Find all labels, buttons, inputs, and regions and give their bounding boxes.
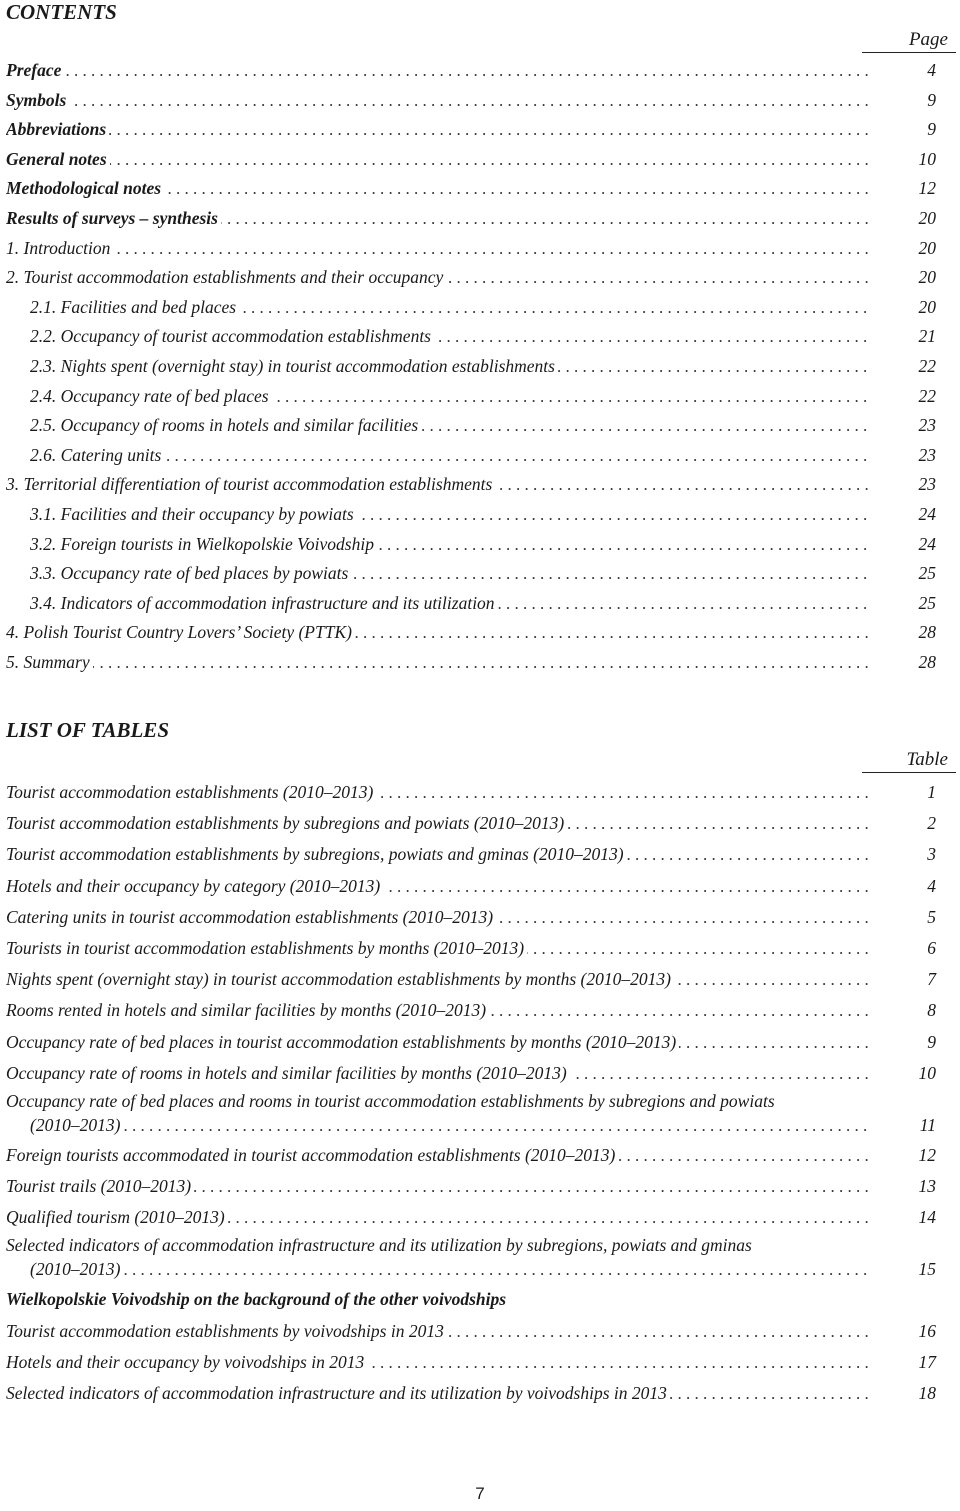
table-entry [0, 1202, 960, 1233]
tables-subheading [0, 1284, 960, 1315]
entry-leader [6, 648, 870, 678]
entry-title: Symbols [6, 90, 69, 110]
table-entry [0, 871, 960, 902]
entry-title: 2. Tourist accommodation establishments and their occupancy [6, 267, 446, 287]
entry-title: Rooms rented in hotels and similar facilities by months (2010–2013) [6, 1000, 489, 1020]
table-entry [0, 902, 960, 933]
entry-table-number: 1 [927, 782, 936, 802]
contents-entry [0, 115, 960, 145]
entry-page-number: 23 [918, 474, 936, 495]
entry-leader [6, 618, 870, 648]
entry-title: Results of surveys – synthesis [6, 208, 221, 228]
entry-leader [6, 839, 870, 870]
contents-entry [0, 145, 960, 175]
entry-title: 3. Territorial differentiation of tourist accommodation establishments [6, 474, 495, 494]
entry-page-number: 28 [918, 622, 936, 643]
entry-title: 5. Summary [6, 652, 93, 672]
entry-title: Occupancy rate of bed places in tourist accommodation establishments by months (2010–2013) [6, 1032, 679, 1052]
entry-leader [6, 808, 870, 839]
entry-leader [30, 1255, 870, 1284]
entry-leader [6, 234, 870, 264]
entry-title: Tourist accommodation establishments (2010–2013) [6, 782, 376, 802]
entry-leader [6, 1378, 870, 1409]
table-column-header: Table [862, 749, 956, 773]
entry-title: 3.2. Foreign tourists in Wielkopolskie Voivodship [30, 534, 377, 554]
contents-entry [0, 174, 960, 204]
entry-title: 2.4. Occupancy rate of bed places [30, 386, 272, 406]
entry-title: General notes [6, 149, 110, 169]
entry-leader [6, 145, 870, 175]
contents-entry [0, 382, 960, 412]
entry-table-number: 11 [919, 1114, 936, 1135]
page-column-header: Page [862, 29, 956, 53]
entry-leader [6, 777, 870, 808]
entry-title: 3.3. Occupancy rate of bed places by powiats [30, 563, 351, 583]
entry-page-number: 28 [918, 651, 936, 672]
entry-title: Preface [6, 60, 64, 80]
entry-table-number: 2 [927, 813, 936, 834]
contents-entry [0, 56, 960, 86]
entry-table-number: 6 [927, 937, 936, 958]
entry-page-number: 23 [918, 444, 936, 465]
entry-leader [6, 1316, 870, 1347]
entry-title-line1: Selected indicators of accommodation infrastructure and its utilization by subregions, powiats and gminas [6, 1235, 752, 1256]
entry-title: Tourist accommodation establishments by subregions and powiats (2010–2013) [6, 813, 567, 833]
entry-page-number: 22 [918, 355, 936, 376]
entry-table-number: 17 [918, 1351, 936, 1372]
entry-title: Hotels and their occupancy by voivodships in 2013 [6, 1352, 367, 1372]
entry-table-number: 5 [927, 906, 936, 927]
entry-leader [30, 382, 870, 412]
entry-title: 2.6. Catering units [30, 445, 164, 465]
entry-leader [6, 995, 870, 1026]
entry-table-number: 3 [927, 844, 936, 865]
entry-table-number: 16 [918, 1320, 936, 1341]
entry-table-number: 13 [918, 1176, 936, 1197]
entry-table-number: 12 [918, 1144, 936, 1165]
contents-entry [0, 648, 960, 678]
entry-page-number: 24 [918, 503, 936, 524]
contents-entry [0, 441, 960, 471]
entry-leader [6, 902, 870, 933]
entry-leader [6, 174, 870, 204]
table-entry [0, 1378, 960, 1409]
entry-page-number: 9 [927, 119, 936, 140]
table-entry [0, 777, 960, 808]
entry-table-number: 10 [918, 1062, 936, 1083]
entry-title: Methodological notes [6, 178, 164, 198]
entry-leader [6, 86, 870, 116]
entry-table-number: 7 [927, 969, 936, 990]
contents-entry [0, 234, 960, 264]
contents-entry [0, 352, 960, 382]
entry-title: Selected indicators of accommodation infrastructure and its utilization by voivodships in 2013 [6, 1383, 670, 1403]
contents-list [0, 56, 960, 677]
contents-entry [0, 293, 960, 323]
entry-title: Abbreviations [6, 119, 109, 139]
contents-entry [0, 530, 960, 560]
entry-title: 2.1. Facilities and bed places [30, 297, 239, 317]
contents-heading: CONTENTS [6, 0, 117, 24]
entry-leader [6, 204, 870, 234]
entry-leader [30, 1111, 870, 1140]
entry-page-number: 20 [918, 207, 936, 228]
entry-leader [6, 1171, 870, 1202]
entry-page-number: 20 [918, 296, 936, 317]
entry-table-number: 15 [918, 1259, 936, 1280]
entry-leader [6, 1058, 870, 1089]
entry-leader [6, 933, 870, 964]
entry-title-line2: (2010–2013) [30, 1115, 123, 1135]
entry-page-number: 10 [918, 148, 936, 169]
entry-leader [30, 530, 870, 560]
entry-title: 2.3. Nights spent (overnight stay) in tourist accommodation establishments [30, 356, 558, 376]
entry-leader [6, 964, 870, 995]
table-entry [0, 808, 960, 839]
entry-leader [6, 1140, 870, 1171]
entry-page-number: 20 [918, 267, 936, 288]
entry-title: 2.2. Occupancy of tourist accommodation establishments [30, 326, 434, 346]
entry-table-number: 4 [927, 875, 936, 896]
entry-page-number: 25 [918, 563, 936, 584]
entry-page-number: 9 [927, 89, 936, 110]
entry-leader [6, 1027, 870, 1058]
entry-title: Hotels and their occupancy by category (2010–2013) [6, 876, 383, 896]
entry-leader [6, 1347, 870, 1378]
entry-title: Nights spent (overnight stay) in tourist accommodation establishments by months (2010–2013) [6, 969, 674, 989]
entry-title: Tourists in tourist accommodation establishments by months (2010–2013) [6, 938, 527, 958]
entry-leader [30, 559, 870, 589]
contents-entry [0, 86, 960, 116]
entry-table-number: 18 [918, 1383, 936, 1403]
entry-title: Foreign tourists accommodated in tourist accommodation establishments (2010–2013) [6, 1145, 618, 1165]
entry-leader [30, 352, 870, 382]
table-entry [0, 1347, 960, 1378]
entry-title: 3.4. Indicators of accommodation infrastructure and its utilization [30, 593, 498, 613]
table-entry [0, 995, 960, 1026]
entry-leader [30, 293, 870, 323]
entry-leader [30, 441, 870, 471]
entry-leader [30, 411, 870, 441]
table-entry [0, 1058, 960, 1089]
contents-entry [0, 204, 960, 234]
entry-leader [30, 589, 870, 619]
entry-title-line2: (2010–2013) [30, 1259, 123, 1279]
entry-page-number: 22 [918, 385, 936, 406]
entry-leader [6, 470, 870, 500]
entry-table-number: 8 [927, 1000, 936, 1021]
entry-leader [6, 263, 870, 293]
subheading-text [6, 1284, 870, 1315]
contents-entry [0, 500, 960, 530]
entry-title: Qualified tourism (2010–2013) [6, 1207, 228, 1227]
table-entry [0, 1089, 960, 1140]
entry-page-number: 12 [918, 178, 936, 199]
entry-title: Tourist accommodation establishments by voivodships in 2013 [6, 1321, 447, 1341]
table-entry [0, 1316, 960, 1347]
tables-list [0, 777, 960, 1409]
entry-title: Tourist trails (2010–2013) [6, 1176, 194, 1196]
contents-entry [0, 470, 960, 500]
table-entry [0, 1027, 960, 1058]
contents-entry [0, 322, 960, 352]
table-entry [0, 1140, 960, 1171]
entry-page-number: 24 [918, 533, 936, 554]
entry-title: Catering units in tourist accommodation establishments (2010–2013) [6, 907, 496, 927]
list-of-tables-heading: LIST OF TABLES [6, 718, 169, 742]
table-entry [0, 1233, 960, 1284]
entry-title: Tourist accommodation establishments by subregions, powiats and gminas (2010–2013) [6, 844, 627, 864]
contents-entry [0, 589, 960, 619]
entry-page-number: 23 [918, 415, 936, 436]
contents-entry [0, 618, 960, 648]
entry-table-number: 9 [927, 1031, 936, 1052]
entry-leader [6, 56, 870, 86]
table-entry [0, 1171, 960, 1202]
entry-leader [6, 115, 870, 145]
contents-entry [0, 559, 960, 589]
contents-entry [0, 263, 960, 293]
table-entry [0, 964, 960, 995]
page-number: 7 [475, 1484, 485, 1503]
subheading-title: Wielkopolskie Voivodship on the background of the other voivodships [6, 1289, 509, 1309]
entry-leader [30, 500, 870, 530]
entry-table-number: 14 [918, 1207, 936, 1228]
entry-title-line1: Occupancy rate of bed places and rooms in tourist accommodation establishments by subregions and powiats [6, 1090, 775, 1111]
entry-title: 2.5. Occupancy of rooms in hotels and similar facilities [30, 415, 421, 435]
entry-title: Occupancy rate of rooms in hotels and similar facilities by months (2010–2013) [6, 1063, 570, 1083]
entry-page-number: 4 [927, 60, 936, 80]
entry-leader [6, 871, 870, 902]
entry-page-number: 20 [918, 237, 936, 258]
entry-title: 4. Polish Tourist Country Lovers’ Society (PTTK) [6, 622, 355, 642]
entry-title: 1. Introduction [6, 238, 113, 258]
entry-leader [6, 1202, 870, 1233]
entry-page-number: 25 [918, 592, 936, 613]
entry-page-number: 21 [918, 326, 936, 347]
contents-entry [0, 411, 960, 441]
entry-leader [30, 322, 870, 352]
table-entry [0, 839, 960, 870]
entry-title: 3.1. Facilities and their occupancy by powiats [30, 504, 357, 524]
table-entry [0, 933, 960, 964]
